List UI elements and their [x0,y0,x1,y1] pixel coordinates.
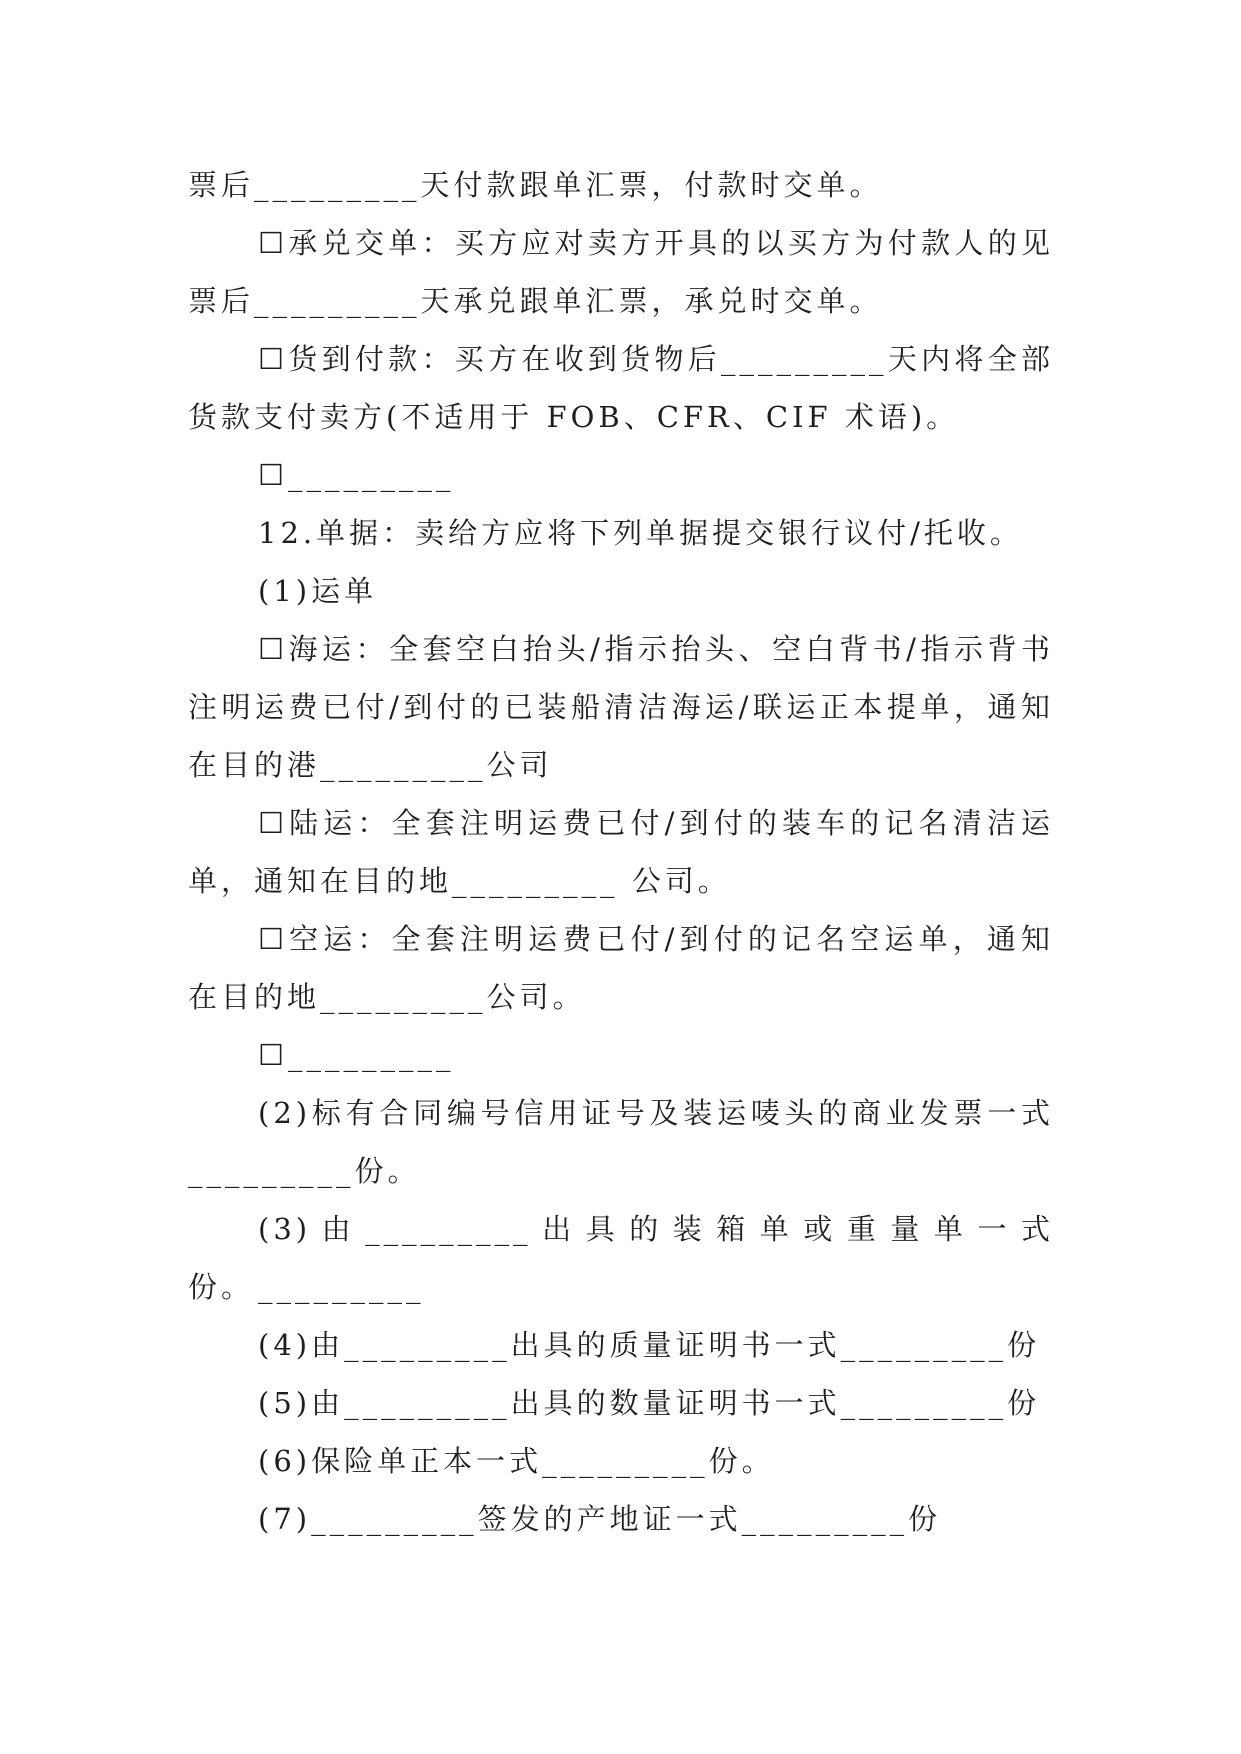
text-line-1: 票后_________天付款跟单汇票，付款时交单。 [188,168,883,202]
text-line-11: 在目的港_________公司 [188,748,553,782]
text-line-24: (7)_________签发的产地证一式_________份 [258,1502,942,1536]
text-line-16: ☐_________ [258,1038,455,1072]
text-line-23: (6)保险单正本一式_________份。 [258,1444,775,1478]
text-line-9: ☐海运：全套空白抬头/指示抬头、空白背书/指示背书 [258,632,1054,666]
text-line-2: ☐承兑交单：买方应对卖方开具的以买方为付款人的见 [258,226,1054,260]
subheading-transport-document: (1)运单 [258,574,378,608]
text-line-3: 票后_________天承兑跟单汇票，承兑时交单。 [188,284,883,318]
document-page [188,156,1054,1548]
text-line-13: 单，通知在目的地_________ 公司。 [188,864,731,898]
text-line-15: 在目的地_________公司。 [188,980,586,1014]
text-line-18: _________份。 [188,1154,421,1188]
text-line-12: ☐陆运：全套注明运费已付/到付的装车的记名清洁运 [258,806,1054,840]
section-heading-documents: 12.单据：卖给方应将下列单据提交银行议付/托收。 [258,516,1023,550]
text-line-21: (4)由_________出具的质量证明书一式_________份 [258,1328,1041,1362]
text-line-20: 份。 [188,1270,255,1304]
text-line-17: (2)标有合同编号信用证号及装运唛头的商业发票一式 [258,1096,1054,1130]
text-line-14: ☐空运：全套注明运费已付/到付的记名空运单，通知 [258,922,1054,956]
text-line-10: 注明运费已付/到付的已装船清洁海运/联运正本提单，通知 [188,690,1054,724]
text-line-19: (3)由_________出具的装箱单或重量单一式_________ [258,1212,1054,1304]
text-line-6: ☐_________ [258,458,455,492]
text-line-4: ☐货到付款：买方在收到货物后_________天内将全部 [258,342,1054,376]
text-line-22: (5)由_________出具的数量证明书一式_________份 [258,1386,1041,1420]
text-line-5: 货款支付卖方(不适用于 FOB、CFR、CIF 术语)。 [188,400,960,434]
